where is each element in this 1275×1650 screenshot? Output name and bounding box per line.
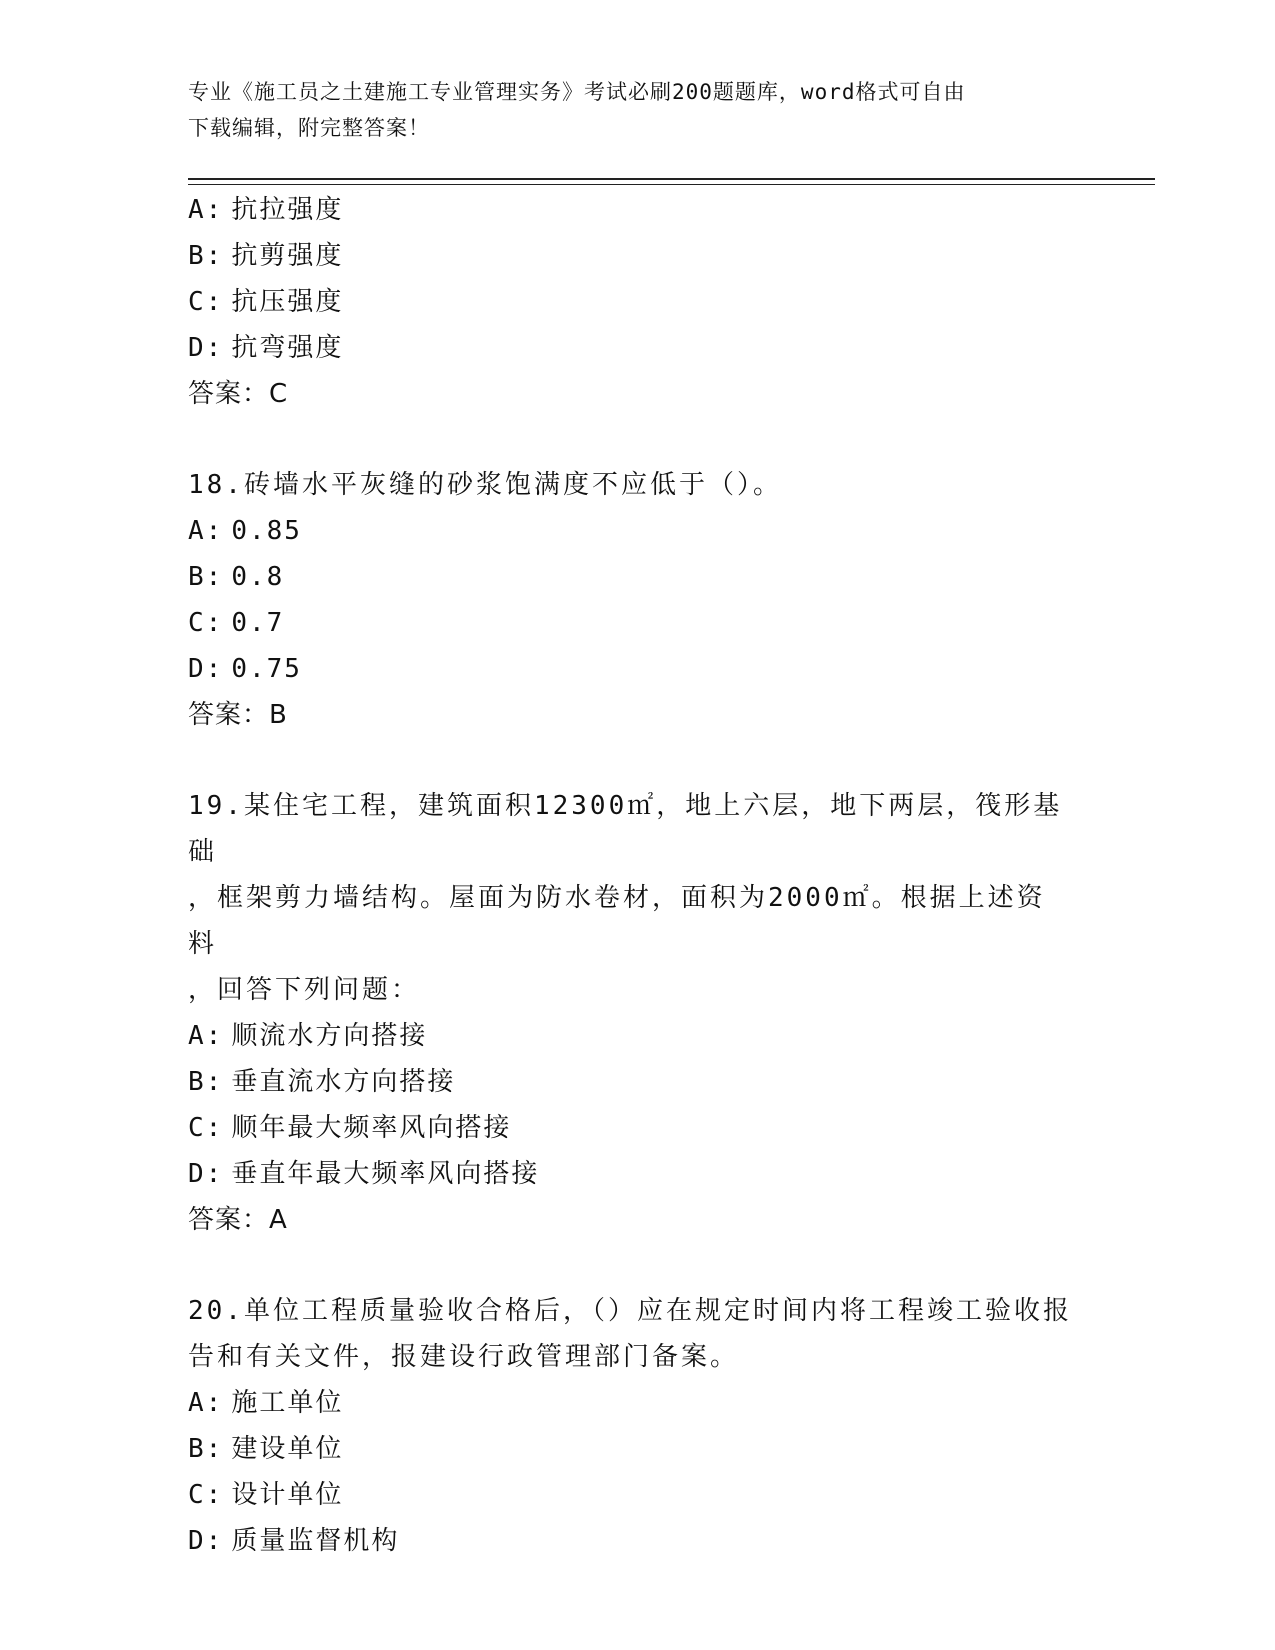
option-b: B: 抗剪强度 <box>188 241 344 271</box>
option-d: D: 垂直年最大频率风向搭接 <box>188 1159 540 1189</box>
option-b: B: 0.8 <box>188 562 285 592</box>
option-a: A: 抗拉强度 <box>188 195 344 225</box>
question-stem: 18.砖墙水平灰缝的砂浆饱满度不应低于（）。 <box>188 470 782 500</box>
option-d: D: 抗弯强度 <box>188 333 344 363</box>
question-stem-line: 19.某住宅工程，建筑面积12300㎡，地上六层，地下两层，筏形基础 <box>188 791 1063 867</box>
question-19 <box>188 783 1088 1243</box>
document-header <box>188 74 1068 146</box>
option-a: A: 顺流水方向搭接 <box>188 1021 428 1051</box>
option-a: A: 施工单位 <box>188 1388 344 1418</box>
question-20 <box>188 1288 1088 1564</box>
answer: 答案：A <box>188 1205 288 1235</box>
question-18 <box>188 462 1088 738</box>
option-c: C: 设计单位 <box>188 1480 344 1510</box>
option-a: A: 0.85 <box>188 516 302 546</box>
option-c: C: 顺年最大频率风向搭接 <box>188 1113 512 1143</box>
question-stem-line: 告和有关文件，报建设行政管理部门备案。 <box>188 1342 740 1372</box>
option-d: D: 质量监督机构 <box>188 1526 400 1556</box>
header-line-1: 专业《施工员之土建施工专业管理实务》考试必刷200题题库，word格式可自由 <box>188 80 966 104</box>
answer: 答案：C <box>188 379 289 409</box>
option-b: B: 建设单位 <box>188 1434 344 1464</box>
option-c: C: 0.7 <box>188 608 285 638</box>
option-b: B: 垂直流水方向搭接 <box>188 1067 456 1097</box>
option-d: D: 0.75 <box>188 654 302 684</box>
answer: 答案：B <box>188 700 288 730</box>
option-c: C: 抗压强度 <box>188 287 344 317</box>
question-17 <box>188 187 1088 417</box>
question-stem-line: ，框架剪力墙结构。屋面为防水卷材，面积为2000㎡。根据上述资料 <box>188 883 1046 959</box>
header-line-2: 下载编辑，附完整答案！ <box>188 116 430 140</box>
question-list <box>188 187 1088 1564</box>
question-stem-line: ，回答下列问题： <box>188 975 421 1005</box>
header-divider-thin <box>188 184 1155 185</box>
header-divider-thick <box>188 178 1155 180</box>
question-stem-line: 20.单位工程质量验收合格后，（）应在规定时间内将工程竣工验收报 <box>188 1296 1072 1326</box>
